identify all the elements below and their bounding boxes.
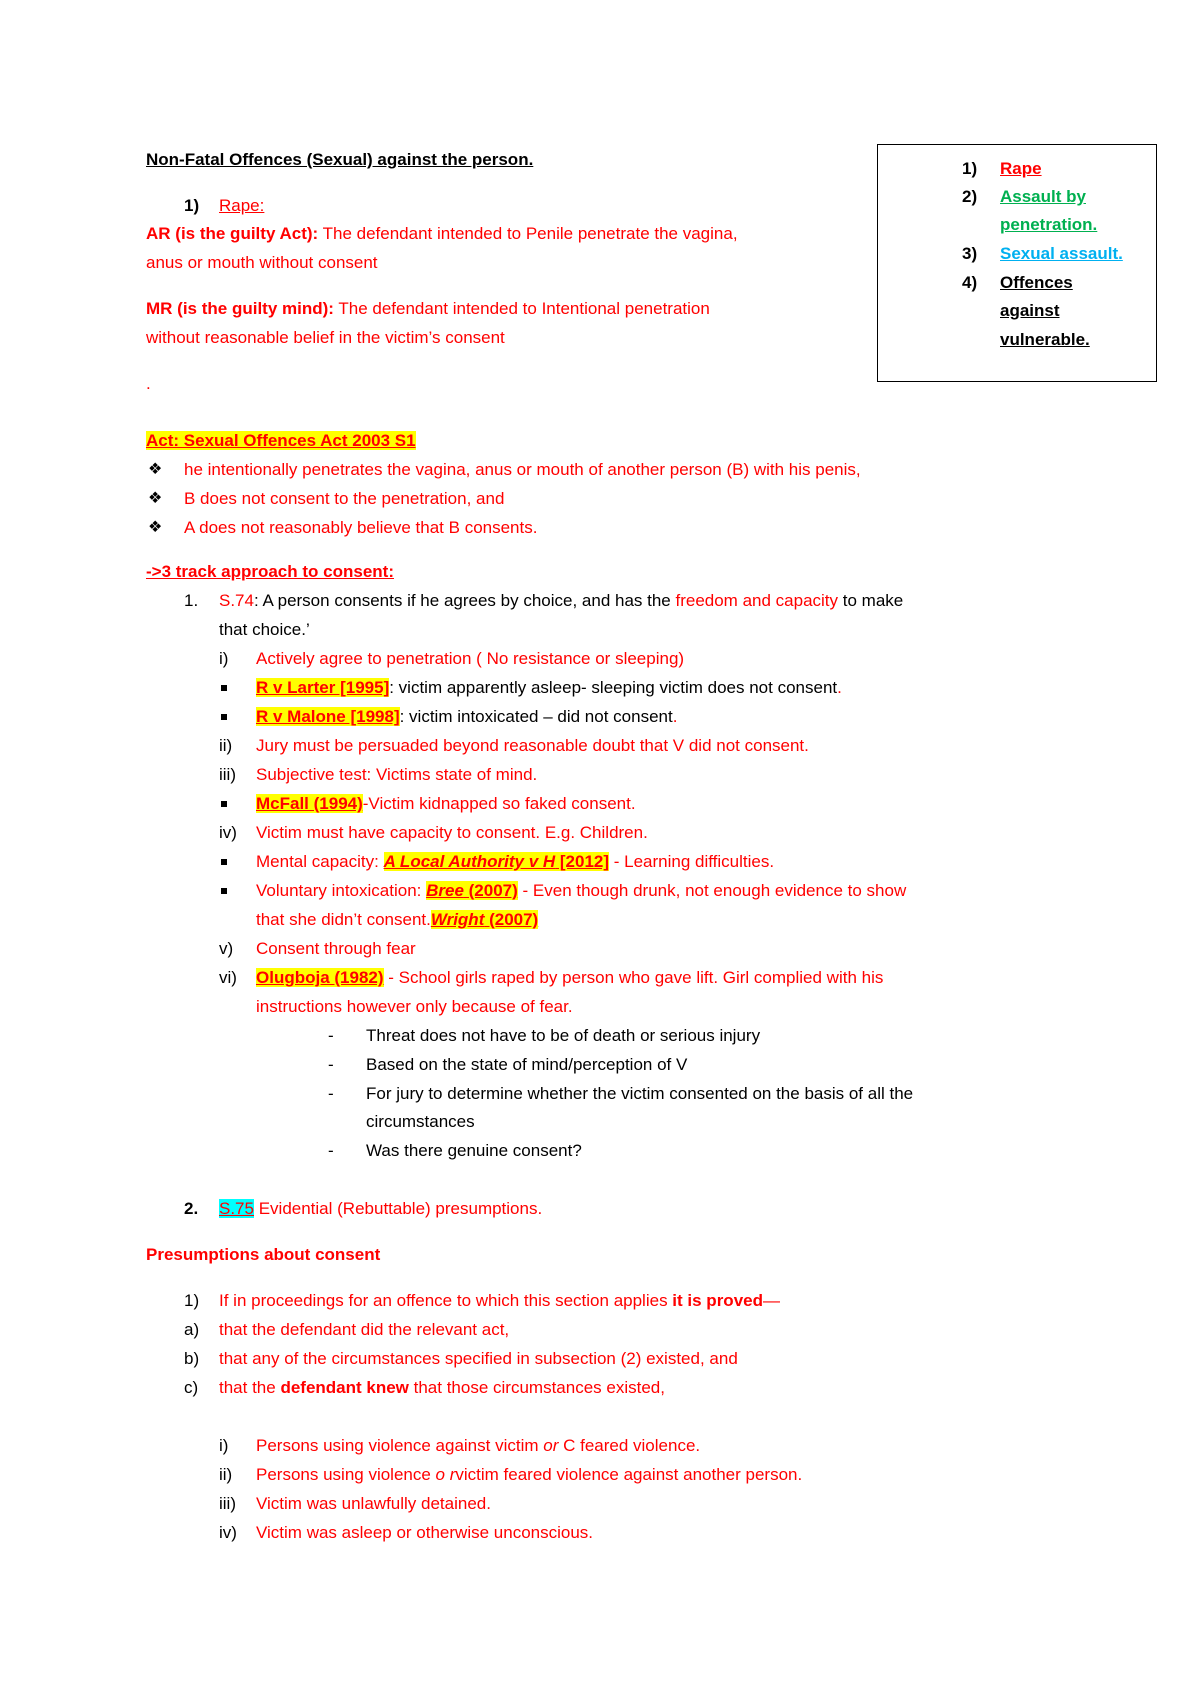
offence-list-box <box>877 144 1157 382</box>
item-i-text: Actively agree to penetration ( No resistance or sleeping) <box>256 649 685 668</box>
presumptions-heading: Presumptions about consent <box>146 1245 381 1264</box>
s74-number: 1. <box>184 591 199 610</box>
pa-number: a) <box>184 1320 200 1339</box>
presumption-ii-text: Persons using violence o rvictim feared violence against another person. <box>256 1465 803 1484</box>
list-item-offences-against-vulnerable-cont2: vulnerable. <box>1000 330 1090 349</box>
diamond-bullet-icon: ❖ <box>148 461 163 478</box>
fear-point-4: Was there genuine consent? <box>366 1141 582 1160</box>
list-item-rape: Rape <box>1000 159 1042 178</box>
track-heading: ->3 track approach to consent: <box>146 562 394 581</box>
presumption-i-text: Persons using violence against victim or C feared violence. <box>256 1436 701 1455</box>
item-v-number: v) <box>219 939 234 958</box>
item-i-number: i) <box>219 649 229 668</box>
act-bullet-3: A does not reasonably believe that B consents. <box>184 518 538 537</box>
dash-bullet-icon: - <box>328 1141 334 1160</box>
act-heading: Act: Sexual Offences Act 2003 S1 <box>146 431 416 450</box>
s75-number: 2. <box>184 1199 199 1218</box>
presumption-iv-text: Victim was asleep or otherwise unconscious. <box>256 1523 594 1542</box>
presumption-ii-number: ii) <box>219 1465 233 1484</box>
case-mcfall: McFall (1994)-Victim kidnapped so faked consent. <box>256 794 636 813</box>
list-number: 1) <box>962 159 978 178</box>
pb-number: b) <box>184 1349 200 1368</box>
presumption-iv-number: iv) <box>219 1523 237 1542</box>
mr-label: MR (is the guilty mind): <box>146 299 334 318</box>
fear-point-3-cont: circumstances <box>366 1112 475 1131</box>
fear-point-1: Threat does not have to be of death or serious injury <box>366 1026 761 1045</box>
voluntary-intoxication-line-2: that she didn’t consent.Wright (2007) <box>256 910 539 929</box>
list-number: 4) <box>962 273 978 292</box>
presumption-iii-text: Victim was unlawfully detained. <box>256 1494 491 1513</box>
list-item-sexual-assault: Sexual assault. <box>1000 244 1123 263</box>
diamond-bullet-icon: ❖ <box>148 519 163 536</box>
mr-text: The defendant intended to Intentional penetration <box>333 299 710 318</box>
item-ii-number: ii) <box>219 736 233 755</box>
s75-line: S.75 Evidential (Rebuttable) presumptions. <box>219 1199 543 1218</box>
ar-text: The defendant intended to Penile penetrate the vagina, <box>318 224 738 243</box>
rape-number: 1) <box>184 196 200 215</box>
act-bullet-2: B does not consent to the penetration, and <box>184 489 505 508</box>
list-item-offences-against-vulnerable: Offences <box>1000 273 1073 292</box>
p1-number: 1) <box>184 1291 200 1310</box>
item-iv-text: Victim must have capacity to consent. E.g. Children. <box>256 823 648 842</box>
page-title: Non-Fatal Offences (Sexual) against the person. <box>146 150 534 169</box>
ar-line-2: anus or mouth without consent <box>146 253 378 272</box>
square-bullet-icon <box>221 859 227 865</box>
act-bullet-1: he intentionally penetrates the vagina, anus or mouth of another person (B) with his penis, <box>184 460 861 479</box>
item-vi-number: vi) <box>219 968 237 987</box>
s74-line: S.74: A person consents if he agrees by choice, and has the freedom and capacity to make <box>219 591 904 610</box>
dash-bullet-icon: - <box>328 1055 334 1074</box>
pa-text: that the defendant did the relevant act, <box>219 1320 510 1339</box>
item-ii-text: Jury must be persuaded beyond reasonable doubt that V did not consent. <box>256 736 809 755</box>
dash-bullet-icon: - <box>328 1026 334 1045</box>
fear-point-2: Based on the state of mind/perception of V <box>366 1055 688 1074</box>
list-number: 3) <box>962 244 978 263</box>
list-item-assault-by-penetration: Assault by <box>1000 187 1086 206</box>
square-bullet-icon <box>221 888 227 894</box>
presumption-i-number: i) <box>219 1436 229 1455</box>
square-bullet-icon <box>221 714 227 720</box>
mental-capacity-line: Mental capacity: A Local Authority v H [2012] - Learning difficulties. <box>256 852 775 871</box>
ar-line <box>146 222 738 246</box>
pc-number: c) <box>184 1378 199 1397</box>
list-item-offences-against-vulnerable-cont: against <box>1000 301 1060 320</box>
square-bullet-icon <box>221 685 227 691</box>
pc-text: that the defendant knew that those circumstances existed, <box>219 1378 665 1397</box>
presumption-iii-number: iii) <box>219 1494 236 1513</box>
diamond-bullet-icon: ❖ <box>148 490 163 507</box>
rape-heading: Rape: <box>219 196 265 215</box>
case-malone: R v Malone [1998]: victim intoxicated – did not consent. <box>256 707 678 726</box>
item-v-text: Consent through fear <box>256 939 416 958</box>
case-olugboja-line-2: instructions however only because of fear. <box>256 997 573 1016</box>
p1-text: If in proceedings for an offence to which this section applies it is proved— <box>219 1291 780 1310</box>
item-iii-text: Subjective test: Victims state of mind. <box>256 765 538 784</box>
square-bullet-icon <box>221 801 227 807</box>
case-larter: R v Larter [1995]: victim apparently asleep- sleeping victim does not consent. <box>256 678 842 697</box>
pb-text: that any of the circumstances specified in subsection (2) existed, and <box>219 1349 738 1368</box>
item-iii-number: iii) <box>219 765 236 784</box>
ar-label: AR (is the guilty Act): <box>146 224 319 243</box>
mr-line-2: without reasonable belief in the victim’s consent <box>146 328 505 347</box>
fear-point-3: For jury to determine whether the victim consented on the basis of all the <box>366 1084 914 1103</box>
list-number: 2) <box>962 187 978 206</box>
voluntary-intoxication-line: Voluntary intoxication: Bree (2007) - Even though drunk, not enough evidence to show <box>256 881 907 900</box>
stray-dot: . <box>146 374 151 393</box>
s74-line-2: that choice.’ <box>219 620 310 639</box>
list-item-assault-by-penetration-cont: penetration. <box>1000 215 1098 234</box>
case-olugboja: Olugboja (1982) - School girls raped by person who gave lift. Girl complied with his <box>256 968 884 987</box>
mr-line <box>146 297 710 321</box>
item-iv-number: iv) <box>219 823 237 842</box>
dash-bullet-icon: - <box>328 1084 334 1103</box>
